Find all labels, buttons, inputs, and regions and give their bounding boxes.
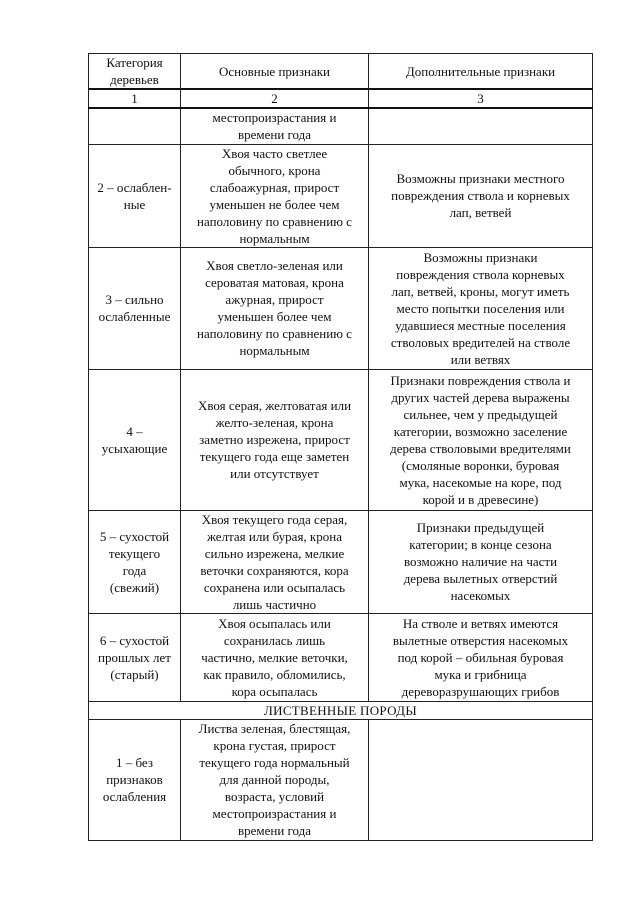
header-main-signs: Основные признаки [181, 54, 369, 90]
table-row [89, 144, 593, 247]
table-row [89, 613, 593, 701]
col-number-3: 3 [369, 89, 593, 108]
extra-signs-cell: На стволе и ветвях имеются вылетные отверстия насекомых под корой – обильная буровая мука и грибница дереворазрушающих грибов [369, 613, 593, 701]
col-number-1: 1 [89, 89, 181, 108]
category-cell: 4 – усыхающие [89, 369, 181, 510]
category-cell: 6 – сухостой прошлых лет (старый) [89, 613, 181, 701]
extra-signs-cell [369, 108, 593, 144]
main-signs-cell: Хвоя часто светлее обычного, крона слабоажурная, прирост уменьшен не более чем наполовину по сравнению с нормальным [181, 144, 369, 247]
section-title: ЛИСТВЕННЫЕ ПОРОДЫ [89, 701, 593, 719]
table-row [89, 108, 593, 144]
section-row [89, 701, 593, 719]
table-row [89, 369, 593, 510]
main-signs-cell: Хвоя осыпалась или сохранилась лишь частично, мелкие веточки, как правило, обломились, кора осыпалась [181, 613, 369, 701]
extra-signs-cell: Признаки повреждения ствола и других частей дерева выражены сильнее, чем у предыдущей категории, возможно заселение дерева стволовыми вредителями (смоляные воронки, буровая мука, насекомые на коре, под корой и в древесине) [369, 369, 593, 510]
table-row [89, 510, 593, 613]
header-row [89, 54, 593, 90]
table-row [89, 247, 593, 369]
col-number-2: 2 [181, 89, 369, 108]
extra-signs-cell [369, 719, 593, 840]
extra-signs-cell: Возможны признаки повреждения ствола корневых лап, ветвей, кроны, могут иметь место попытки поселения или удавшиеся местные поселения стволовых вредителей на стволе или ветвях [369, 247, 593, 369]
tree-category-table [88, 53, 593, 841]
header-extra-signs: Дополнительные признаки [369, 54, 593, 90]
category-cell: 2 – ослаблен- ные [89, 144, 181, 247]
column-number-row [89, 89, 593, 108]
main-signs-cell: Хвоя светло-зеленая или сероватая матовая, крона ажурная, прирост уменьшен более чем наполовину по сравнению с нормальным [181, 247, 369, 369]
main-signs-cell: Хвоя серая, желтоватая или желто-зеленая, крона заметно изрежена, прирост текущего года еще заметен или отсутствует [181, 369, 369, 510]
category-cell [89, 108, 181, 144]
extra-signs-cell: Возможны признаки местного повреждения ствола и корневых лап, ветвей [369, 144, 593, 247]
main-signs-cell: местопроизрастания и времени года [181, 108, 369, 144]
table-row [89, 719, 593, 840]
header-category: Категория деревьев [89, 54, 181, 90]
main-signs-cell: Хвоя текущего года серая, желтая или бурая, крона сильно изрежена, мелкие веточки сохраняются, кора сохранена или осыпалась лишь частично [181, 510, 369, 613]
category-cell: 3 – сильно ослабленные [89, 247, 181, 369]
category-cell: 1 – без признаков ослабления [89, 719, 181, 840]
category-cell: 5 – сухостой текущего года (свежий) [89, 510, 181, 613]
extra-signs-cell: Признаки предыдущей категории; в конце сезона возможно наличие на части дерева вылетных отверстий насекомых [369, 510, 593, 613]
main-signs-cell: Листва зеленая, блестящая, крона густая, прирост текущего года нормальный для данной породы, возраста, условий местопроизрастания и времени года [181, 719, 369, 840]
